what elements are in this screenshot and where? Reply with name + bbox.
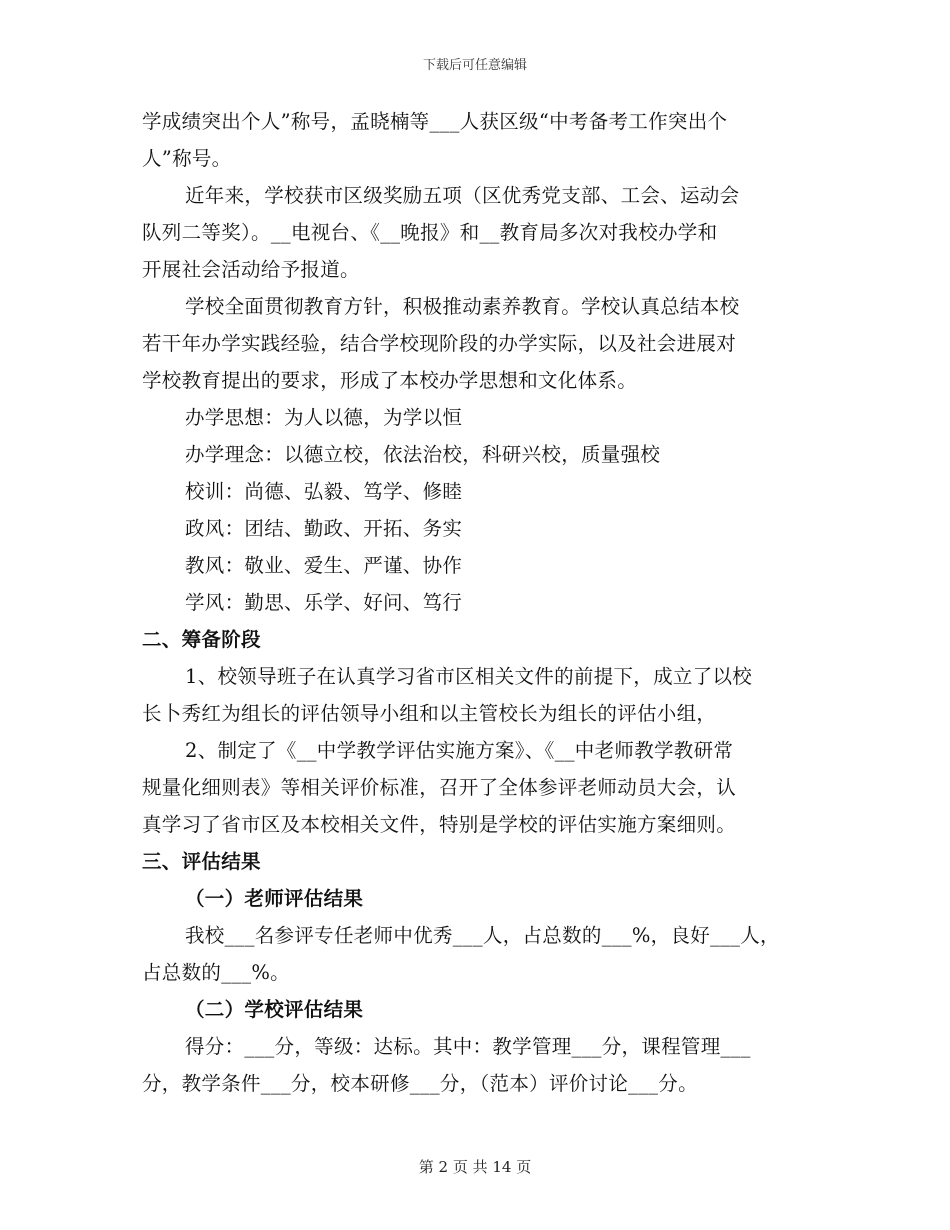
- paragraph-line: 学校全面贯彻教育方针，积极推动素养教育。学校认真总结本校: [185, 295, 740, 318]
- paragraph-line: 我校___名参评专任老师中优秀___人，占总数的___%，良好___人，: [185, 924, 780, 947]
- paragraph-line: 学校教育提出的要求，形成了本校办学思想和文化体系。: [142, 369, 638, 392]
- paragraph-line: 占总数的___%。: [142, 961, 290, 984]
- paragraph-line: 2、制定了《__中学教学评估实施方案》、《__中老师教学教研常: [185, 739, 734, 762]
- section-heading: （一）老师评估结果: [185, 887, 364, 910]
- paragraph-line: 得分：___分，等级：达标。其中：教学管理___分，课程管理___: [185, 1035, 751, 1058]
- paragraph-line: 校训：尚德、弘毅、笃学、修睦: [185, 480, 463, 503]
- page-header: 下载后可任意编辑: [422, 58, 527, 73]
- document-body: [142, 103, 810, 1102]
- paragraph-line: 办学理念：以德立校，依法治校，科研兴校，质量强校: [185, 443, 661, 466]
- paragraph-line: 近年来，学校获市区级奖励五项（区优秀党支部、工会、运动会: [185, 184, 740, 207]
- section-heading: 二、筹备阶段: [142, 628, 261, 651]
- paragraph-line: 人”称号。: [142, 147, 232, 170]
- paragraph-line: 1、校领导班子在认真学习省市区相关文件的前提下，成立了以校: [185, 665, 753, 688]
- paragraph-line: 若干年办学实践经验，结合学校现阶段的办学实际，以及社会进展对: [142, 332, 737, 355]
- paragraph-line: 政风：团结、勤政、开拓、务实: [185, 517, 463, 540]
- page-footer: 第 2 页 共 14 页: [418, 1158, 532, 1176]
- paragraph-line: 规量化细则表》等相关评价标准，召开了全体参评老师动员大会，认: [142, 776, 737, 799]
- paragraph-line: 队列二等奖）。__电视台、《__晚报》和__教育局多次对我校办学和: [142, 221, 718, 244]
- section-heading: （二）学校评估结果: [185, 998, 364, 1021]
- paragraph-line: 学风：勤思、乐学、好问、笃行: [185, 591, 463, 614]
- paragraph-line: 开展社会活动给予报道。: [142, 258, 360, 281]
- paragraph-line: 分，教学条件___分，校本研修___分，（范本）评价讨论___分。: [142, 1072, 698, 1095]
- section-heading: 三、评估结果: [142, 850, 261, 873]
- paragraph-line: 真学习了省市区及本校相关文件，特别是学校的评估实施方案细则。: [142, 813, 737, 836]
- paragraph-line: 教风：敬业、爱生、严谨、协作: [185, 554, 463, 577]
- paragraph-line: 办学思想：为人以德，为学以恒: [185, 406, 463, 429]
- paragraph-line: 长卜秀红为组长的评估领导小组和以主管校长为组长的评估小组，: [142, 702, 717, 725]
- paragraph-line: 学成绩突出个人”称号，孟晓楠等___人获区级“中考备考工作突出个: [142, 110, 728, 133]
